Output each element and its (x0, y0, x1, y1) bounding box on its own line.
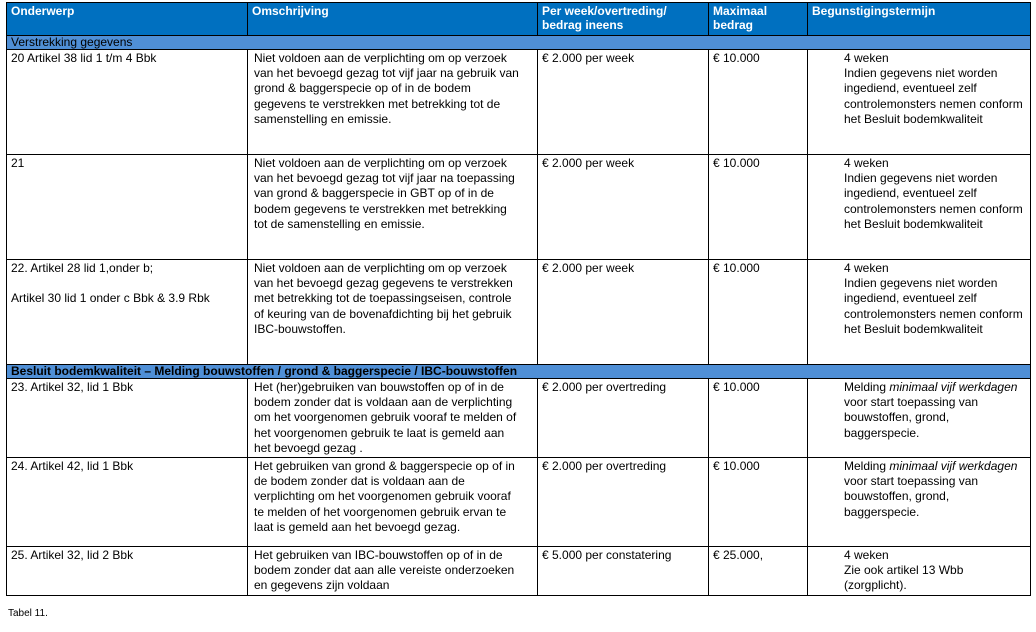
term-line1: 4 weken (844, 156, 889, 170)
section-row (7, 36, 1031, 50)
table-row (7, 458, 1031, 547)
cell-subject: 24. Artikel 42, lid 1 Bbk (7, 458, 248, 547)
term-suffix: voor start toepassing van bouwstoffen, grond, baggerspecie. (844, 395, 979, 440)
cell-max: € 25.000, (709, 547, 808, 596)
cell-rate: € 2.000 per overtreding (538, 458, 709, 547)
header-onderwerp: Onderwerp (7, 3, 248, 36)
header-per-week-line2: bedrag ineens (542, 18, 624, 32)
header-omschrijving: Omschrijving (248, 3, 538, 36)
table-row (7, 155, 1031, 260)
cell-term (808, 379, 1031, 458)
term-line2: Zie ook artikel 13 Wbb (zorgplicht). (844, 563, 964, 593)
cell-rate: € 2.000 per overtreding (538, 379, 709, 458)
term-line2: Indien gegevens niet worden ingediend, eventueel zelf controlemonsters nemen conform het Besluit bodemkwaliteit (844, 276, 1023, 336)
cell-description: Het (her)gebruiken van bouwstoffen op of in de bodem zonder dat is voldaan aan de verplichting om het voorgenomen gebruik vooraf te melden of het voorgenomen gebruik te laat is gemeld aan het bevoegd gezag . (248, 379, 538, 458)
header-per-week-line1: Per week/overtreding/ (542, 4, 667, 18)
cell-subject: 20 Artikel 38 lid 1 t/m 4 Bbk (7, 50, 248, 155)
cell-term (808, 50, 1031, 155)
table-row (7, 50, 1031, 155)
header-per-week (538, 3, 709, 36)
cell-subject: 21 (7, 155, 248, 260)
header-maximaal (709, 3, 808, 36)
cell-max: € 10.000 (709, 260, 808, 365)
cell-max: € 10.000 (709, 50, 808, 155)
cell-description: Het gebruiken van IBC-bouwstoffen op of in de bodem zonder dat aan alle vereiste onderzoeken en gegevens zijn voldaan (248, 547, 538, 596)
cell-description: Niet voldoen aan de verplichting om op verzoek van het bevoegd gezag tot vijf jaar na gebruik van grond & baggerspecie op of in de bodem gegevens te verstrekken met betrekking tot de samenstelling en emissie. (248, 50, 538, 155)
cell-rate: € 5.000 per constatering (538, 547, 709, 596)
term-prefix: Melding (844, 380, 890, 394)
term-line2: Indien gegevens niet worden ingediend, eventueel zelf controlemonsters nemen conform het Besluit bodemkwaliteit (844, 66, 1023, 126)
cell-rate: € 2.000 per week (538, 155, 709, 260)
cell-subject (7, 260, 248, 365)
cell-max: € 10.000 (709, 458, 808, 547)
cell-max: € 10.000 (709, 155, 808, 260)
cell-description: Het gebruiken van grond & baggerspecie op of in de bodem zonder dat is voldaan aan de verplichting om het voorgenomen gebruik vooraf te melden of het voorgenomen gebruik ervan te laat is gemeld aan het bevoegd gezag. (248, 458, 538, 547)
section-title: Verstrekking gegevens (7, 36, 1031, 50)
cell-description: Niet voldoen aan de verplichting om op verzoek van het bevoegd gezag tot vijf jaar na toepassing van grond & baggerspecie in GBT op of in de bodem gegevens te verstrekken met betrekking tot de samenstelling en emissie. (248, 155, 538, 260)
table-header-row (7, 3, 1031, 36)
cell-term (808, 547, 1031, 596)
cell-rate: € 2.000 per week (538, 260, 709, 365)
table-row (7, 379, 1031, 458)
table-row (7, 547, 1031, 596)
cell-term (808, 458, 1031, 547)
term-emphasis: minimaal vijf werkdagen (889, 459, 1018, 474)
subject-line1: 22. Artikel 28 lid 1,onder b; (11, 261, 154, 275)
term-suffix: voor start toepassing van bouwstoffen, grond, baggerspecie. (844, 474, 979, 519)
header-maximaal-line2: bedrag (713, 18, 754, 32)
cell-subject: 23. Artikel 32, lid 1 Bbk (7, 379, 248, 458)
term-prefix: Melding (844, 459, 890, 474)
section-row (7, 365, 1031, 379)
term-line2: Indien gegevens niet worden ingediend, eventueel zelf controlemonsters nemen conform het Besluit bodemkwaliteit (844, 171, 1023, 231)
term-line1: 4 weken (844, 261, 889, 275)
cell-rate: € 2.000 per week (538, 50, 709, 155)
sanctions-table (6, 2, 1031, 596)
subject-line2: Artikel 30 lid 1 onder c Bbk & 3.9 Rbk (11, 291, 210, 306)
table-row (7, 260, 1031, 365)
header-begunstigingstermijn: Begunstigingstermijn (808, 3, 1031, 36)
cell-term (808, 260, 1031, 365)
table-caption: Tabel 11. (8, 608, 48, 619)
header-maximaal-line1: Maximaal (713, 4, 768, 18)
cell-term (808, 155, 1031, 260)
cell-description: Niet voldoen aan de verplichting om op verzoek van het bevoegd gezag gegevens te verstrekken met betrekking tot de toepassingseisen, controle of keuring van de bovenafdichting bij het gebruik IBC-bouwstoffen. (248, 260, 538, 365)
cell-max: € 10.000 (709, 379, 808, 458)
cell-subject: 25. Artikel 32, lid 2 Bbk (7, 547, 248, 596)
term-line1: 4 weken (844, 548, 889, 563)
term-line1: 4 weken (844, 51, 889, 65)
section-title: Besluit bodemkwaliteit – Melding bouwstoffen / grond & baggerspecie / IBC-bouwstoffen (7, 365, 1031, 379)
term-emphasis: minimaal vijf werkdagen (889, 380, 1018, 394)
